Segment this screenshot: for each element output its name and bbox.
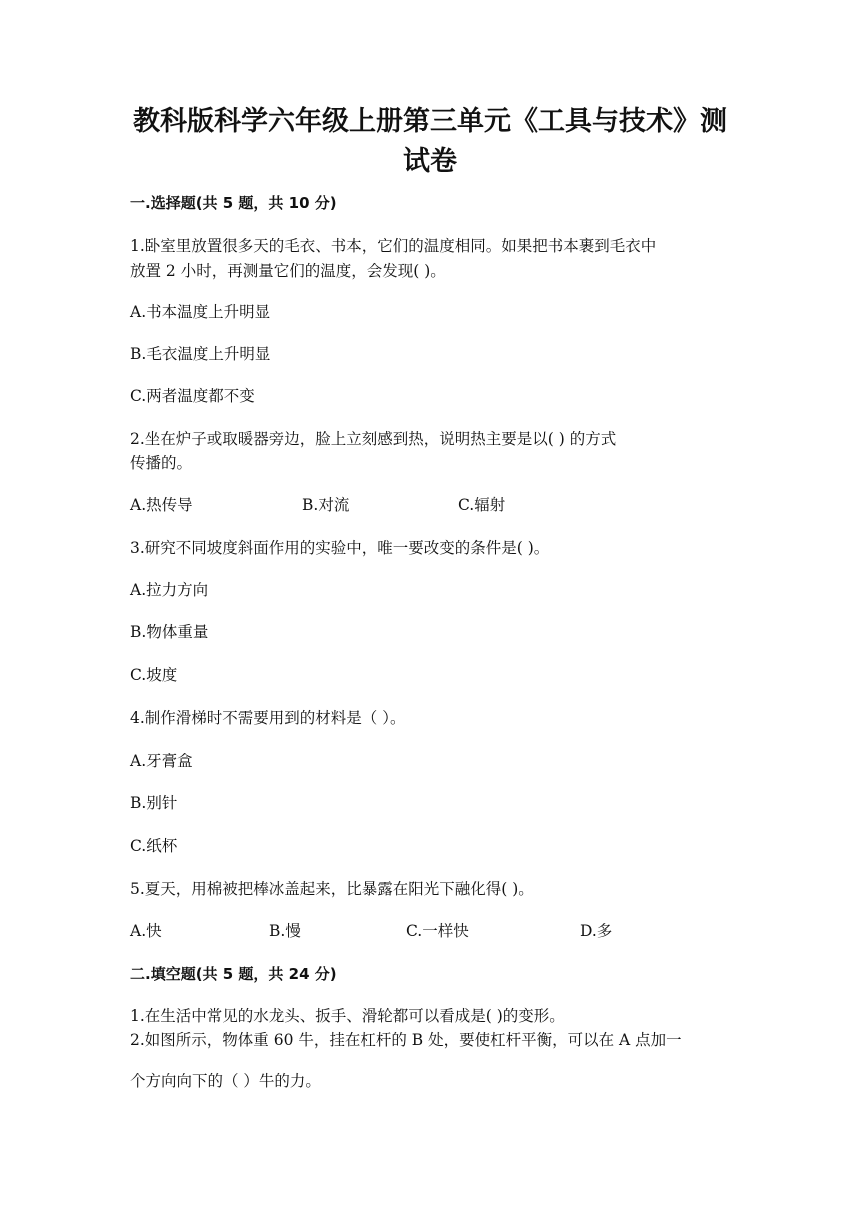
- question-2-option-b: B.对流: [302, 496, 350, 514]
- question-5-option-c: C.一样快: [406, 922, 469, 940]
- question-2-option-a: A.热传导: [130, 496, 193, 514]
- section-heading-choice: 一.选择题(共 5 题，共 10 分): [130, 194, 337, 212]
- question-1-option-c: C.两者温度都不变: [130, 387, 255, 405]
- fill-question-1: 1.在生活中常见的水龙头、扳手、滑轮都可以看成是( )的变形。: [130, 1007, 565, 1025]
- fill-question-2-line-1: 2.如图所示，物体重 60 牛，挂在杠杆的 B 处，要使杠杆平衡，可以在 A 点加一: [130, 1031, 682, 1049]
- question-5-option-b: B.慢: [269, 922, 301, 940]
- question-2-option-c: C.辐射: [458, 496, 506, 514]
- question-2-line-1: 2.坐在炉子或取暖器旁边，脸上立刻感到热，说明热主要是以( ) 的方式: [130, 430, 617, 448]
- question-3-option-a: A.拉力方向: [130, 581, 209, 599]
- title-line-2: 试卷: [403, 146, 457, 177]
- question-1-option-a: A.书本温度上升明显: [130, 303, 271, 321]
- question-4-option-a: A.牙膏盒: [130, 752, 193, 770]
- question-2-line-2: 传播的。: [130, 454, 193, 472]
- question-5-line-1: 5.夏天，用棉被把棒冰盖起来，比暴露在阳光下融化得( )。: [130, 880, 534, 898]
- question-4-line-1: 4.制作滑梯时不需要用到的材料是（ ）。: [130, 709, 406, 727]
- question-1-line-1: 1.卧室里放置很多天的毛衣、书本，它们的温度相同。如果把书本裹到毛衣中: [130, 237, 657, 255]
- page-title: [130, 102, 730, 182]
- question-1-option-b: B.毛衣温度上升明显: [130, 345, 271, 363]
- question-3-line-1: 3.研究不同坡度斜面作用的实验中，唯一要改变的条件是( )。: [130, 539, 550, 557]
- question-3-option-b: B.物体重量: [130, 623, 209, 641]
- title-line-1: 教科版科学六年级上册第三单元《工具与技术》测: [133, 106, 727, 137]
- fill-question-2-line-2: 个方向向下的（ ）牛的力。: [130, 1072, 321, 1090]
- question-3-option-c: C.坡度: [130, 666, 178, 684]
- question-5-option-d: D.多: [580, 922, 613, 940]
- question-4-option-b: B.别针: [130, 794, 178, 812]
- question-1-line-2: 放置 2 小时，再测量它们的温度，会发现( )。: [130, 262, 446, 280]
- question-5-option-a: A.快: [130, 922, 162, 940]
- question-4-option-c: C.纸杯: [130, 837, 178, 855]
- section-heading-fill: 二.填空题(共 5 题，共 24 分): [130, 965, 337, 983]
